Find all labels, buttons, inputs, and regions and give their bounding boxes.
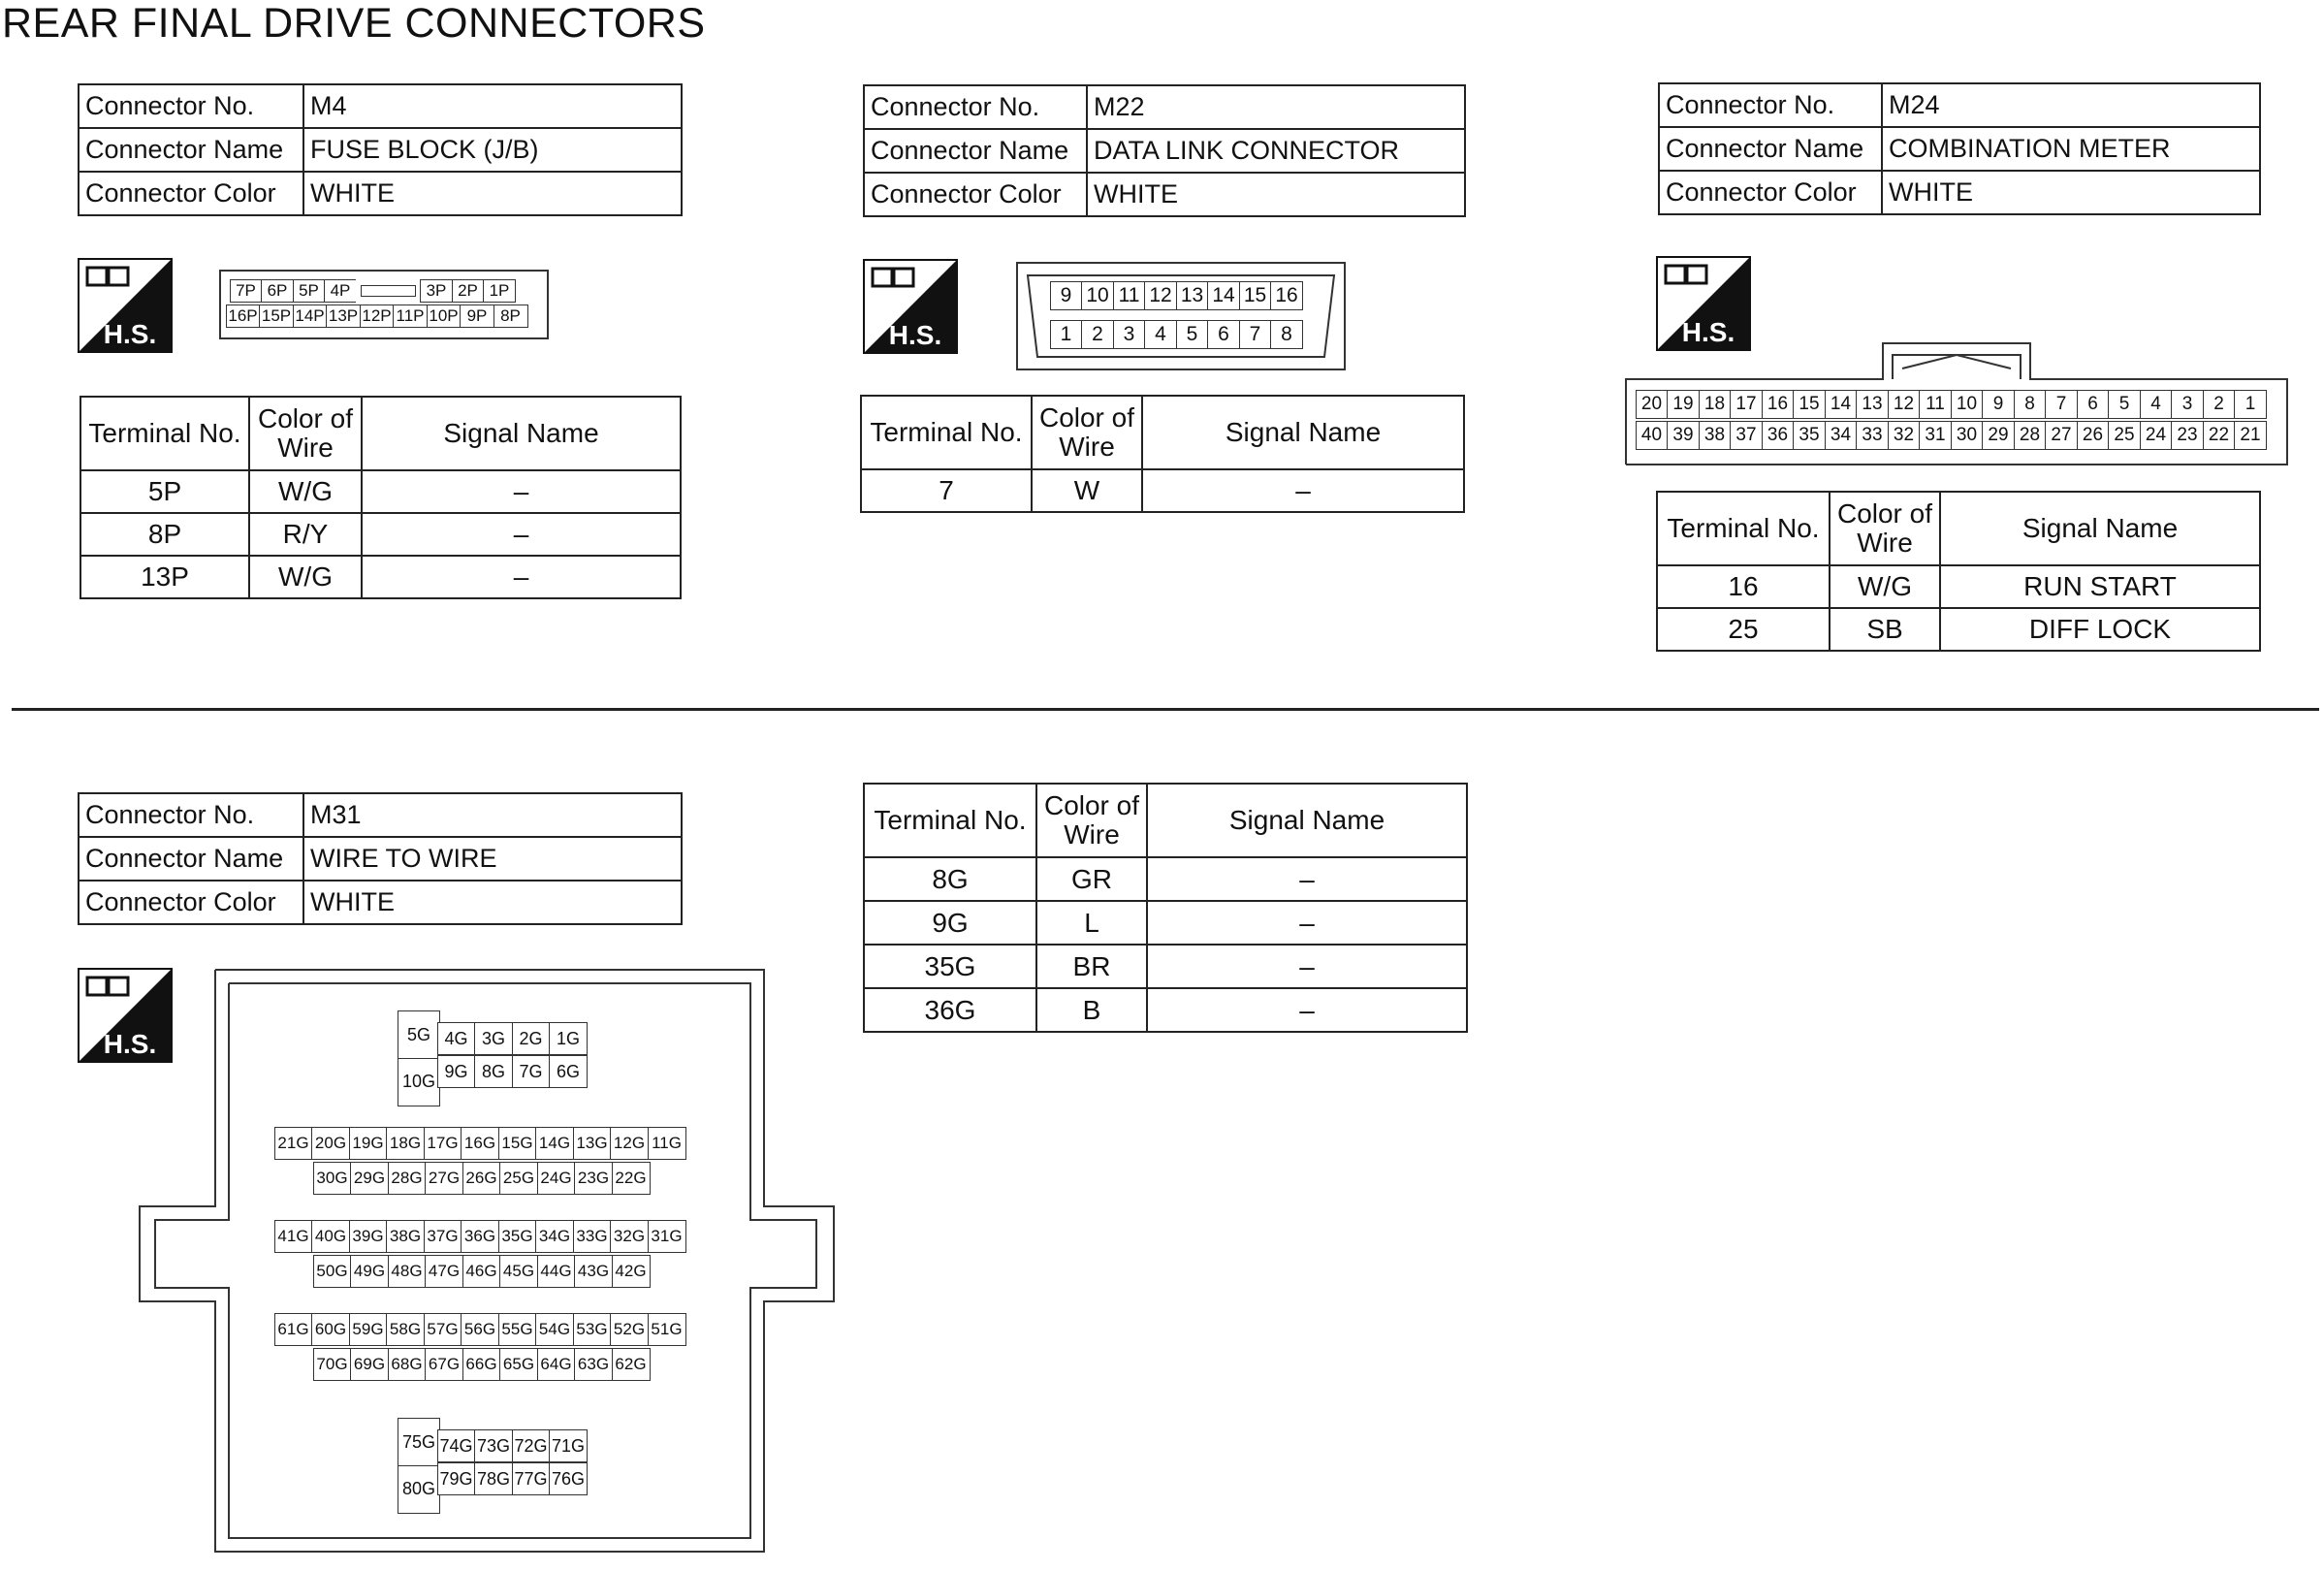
pin-cell: 4	[2140, 390, 2173, 419]
table-row	[861, 469, 1464, 512]
m4-connector-face	[219, 270, 549, 339]
pin-cell: 52G	[610, 1313, 649, 1346]
pin-cell: 55G	[498, 1313, 537, 1346]
m31-connector-face	[138, 968, 836, 1554]
pin-cell: 18	[1699, 390, 1732, 419]
pin-cell: 17G	[424, 1127, 462, 1160]
pin-cell: 7P	[230, 279, 263, 303]
pin-cell: 10P	[427, 305, 462, 328]
table-row	[80, 513, 681, 556]
color-of-wire-header: Color of Wire	[249, 397, 362, 470]
pin-cell: 19G	[349, 1127, 388, 1160]
wire-color-cell: W/G	[249, 556, 362, 598]
m31-pin-row-70-62	[314, 1348, 651, 1381]
pin-cell: 16	[1270, 281, 1303, 310]
pin-cell: 3	[1113, 320, 1146, 349]
pin-cell: 75G	[398, 1418, 440, 1466]
pin-cell: 6	[1207, 320, 1240, 349]
pin-cell: 42G	[612, 1255, 651, 1288]
pin-cell: 25G	[499, 1162, 538, 1195]
m31-pin-row-30-22	[314, 1162, 651, 1195]
pin-cell: 41G	[274, 1220, 313, 1253]
pin-cell: 15	[1239, 281, 1272, 310]
pin-cell: 5	[1176, 320, 1209, 349]
pin-cell: 21	[2234, 421, 2267, 450]
pin-cell: 30G	[313, 1162, 352, 1195]
pin-cell: 26	[2077, 421, 2110, 450]
pin-cell: 36	[1762, 421, 1795, 450]
label: Connector Name	[1659, 127, 1882, 171]
hs-connector-icon	[863, 259, 958, 354]
m22-connector-no: M22	[1087, 85, 1465, 129]
label: Connector No.	[79, 793, 303, 837]
pin-cell: 12G	[610, 1127, 649, 1160]
label: Connector Color	[79, 881, 303, 924]
terminal-cell: 5P	[80, 470, 249, 513]
pin-cell: 67G	[425, 1348, 463, 1381]
pin-cell: 6G	[549, 1055, 588, 1088]
table-row	[1657, 565, 2260, 608]
wire-color-cell: GR	[1036, 857, 1147, 901]
pin-cell: 13G	[573, 1127, 612, 1160]
m4-info-table	[78, 83, 683, 216]
hs-label: H.S.	[103, 319, 157, 349]
pin-cell: 3P	[420, 279, 453, 303]
pin-cell: 7	[2045, 390, 2078, 419]
pin-cell: 24G	[537, 1162, 576, 1195]
terminal-cell: 8P	[80, 513, 249, 556]
pin-cell: 5	[2108, 390, 2141, 419]
pin-cell: 1	[2234, 390, 2267, 419]
label: Connector Name	[79, 128, 303, 172]
table-row	[1657, 608, 2260, 651]
m4-terminal-table	[80, 396, 682, 599]
pin-cell: 46G	[462, 1255, 501, 1288]
pin-cell: 20G	[311, 1127, 350, 1160]
pin-cell: 3	[2171, 390, 2204, 419]
pin-cell: 16	[1762, 390, 1795, 419]
pin-cell: 18G	[386, 1127, 425, 1160]
pin-cell: 19	[1667, 390, 1700, 419]
pin-cell: 62G	[612, 1348, 651, 1381]
pin-cell: 6P	[261, 279, 294, 303]
terminal-no-header: Terminal No.	[80, 397, 249, 470]
pin-cell: 9	[1050, 281, 1083, 310]
pin-cell: 80G	[398, 1465, 440, 1514]
pin-cell: 9G	[437, 1055, 476, 1088]
pin-cell: 32	[1888, 421, 1921, 450]
m24-info-table	[1658, 82, 2261, 215]
pin-cell: 15G	[498, 1127, 537, 1160]
pin-cell: 77G	[512, 1462, 551, 1495]
m24-pin-row-top	[1637, 390, 2267, 419]
wire-color-cell: W	[1032, 469, 1142, 512]
table-row	[80, 470, 681, 513]
pin-cell: 60G	[311, 1313, 350, 1346]
pin-cell: 54G	[535, 1313, 574, 1346]
pin-cell: 51G	[648, 1313, 686, 1346]
hs-label: H.S.	[103, 1029, 157, 1059]
label: Connector No.	[79, 84, 303, 128]
table-row	[80, 556, 681, 598]
m31-pin-row-21-11	[275, 1127, 686, 1160]
pin-cell: 59G	[349, 1313, 388, 1346]
pin-cell: 34	[1825, 421, 1858, 450]
pin-cell: 12	[1888, 390, 1921, 419]
pin-cell: 49G	[350, 1255, 389, 1288]
pin-cell: 27G	[425, 1162, 463, 1195]
pin-cell: 72G	[512, 1429, 551, 1462]
pin-cell: 15	[1793, 390, 1826, 419]
signal-name-header: Signal Name	[1142, 396, 1464, 469]
pin-cell: 29	[1982, 421, 2015, 450]
m4-connector-color: WHITE	[303, 172, 682, 215]
pin-cell: 7	[1239, 320, 1272, 349]
signal-name-cell: –	[1147, 857, 1467, 901]
pin-cell: 10	[1081, 281, 1114, 310]
pin-cell: 45G	[499, 1255, 538, 1288]
m31-terminal-table	[863, 783, 1468, 1033]
m31-connector-color: WHITE	[303, 881, 682, 924]
pin-cell: 12P	[360, 305, 395, 328]
m31-pin-row-50-42	[314, 1255, 651, 1288]
color-of-wire-header: Color of Wire	[1032, 396, 1142, 469]
pin-cell: 11	[1919, 390, 1952, 419]
m24-pin-row-bottom	[1637, 421, 2267, 450]
terminal-cell: 25	[1657, 608, 1830, 651]
signal-name-cell: RUN START	[1940, 565, 2260, 608]
terminal-no-header: Terminal No.	[1657, 492, 1830, 565]
color-of-wire-header: Color of Wire	[1036, 784, 1147, 857]
m31-info-table	[78, 792, 683, 925]
color-of-wire-header: Color of Wire	[1830, 492, 1940, 565]
label: Connector No.	[864, 85, 1087, 129]
section-divider	[12, 708, 2319, 711]
pin-cell: 69G	[350, 1348, 389, 1381]
signal-name-cell: –	[1142, 469, 1464, 512]
hs-connector-icon	[78, 258, 173, 353]
pin-cell: 2G	[512, 1022, 551, 1055]
pin-cell: 16P	[226, 305, 261, 328]
hs-label: H.S.	[1681, 317, 1735, 347]
pin-cell: 16G	[461, 1127, 499, 1160]
wire-color-cell: L	[1036, 901, 1147, 945]
pin-cell: 2P	[452, 279, 485, 303]
signal-name-cell: –	[1147, 945, 1467, 988]
pin-cell: 31G	[648, 1220, 686, 1253]
m22-connector-color: WHITE	[1087, 173, 1465, 216]
m4-pin-row-bottom	[227, 305, 528, 328]
pin-cell: 38	[1699, 421, 1732, 450]
terminal-no-header: Terminal No.	[861, 396, 1032, 469]
pin-cell: 63G	[574, 1348, 613, 1381]
pin-cell: 23G	[574, 1162, 613, 1195]
pin-cell: 70G	[313, 1348, 352, 1381]
pin-cell: 53G	[573, 1313, 612, 1346]
label: Connector Color	[79, 172, 303, 215]
pin-cell: 64G	[537, 1348, 576, 1381]
pin-cell: 61G	[274, 1313, 313, 1346]
hs-label: H.S.	[888, 320, 942, 350]
pin-cell: 1G	[549, 1022, 588, 1055]
pin-cell: 8P	[493, 305, 528, 328]
label: Connector Name	[79, 837, 303, 881]
pin-cell: 40G	[311, 1220, 350, 1253]
pin-cell: 8G	[474, 1055, 513, 1088]
wire-color-cell: W/G	[1830, 565, 1940, 608]
pin-cell: 8	[2014, 390, 2047, 419]
m22-info-table	[863, 84, 1466, 217]
m24-connector-no: M24	[1882, 83, 2260, 127]
m31-connector-no: M31	[303, 793, 682, 837]
terminal-cell: 8G	[864, 857, 1036, 901]
table-row	[864, 988, 1467, 1032]
pin-cell: 21G	[274, 1127, 313, 1160]
pin-cell: 1	[1050, 320, 1083, 349]
pin-cell: 28G	[388, 1162, 427, 1195]
terminal-cell: 13P	[80, 556, 249, 598]
wire-color-cell: W/G	[249, 470, 362, 513]
m4-connector-name: FUSE BLOCK (J/B)	[303, 128, 682, 172]
terminal-cell: 35G	[864, 945, 1036, 988]
pin-cell: 35G	[498, 1220, 537, 1253]
pin-cell: 71G	[549, 1429, 588, 1462]
pin-cell: 37G	[424, 1220, 462, 1253]
pin-cell: 44G	[537, 1255, 576, 1288]
pin-cell: 14P	[293, 305, 328, 328]
pin-cell: 3G	[474, 1022, 513, 1055]
m24-terminal-table	[1656, 491, 2261, 652]
pin-cell: 4	[1144, 320, 1177, 349]
terminal-cell: 36G	[864, 988, 1036, 1032]
signal-name-header: Signal Name	[1940, 492, 2260, 565]
signal-name-cell: –	[362, 470, 681, 513]
pin-cell: 47G	[425, 1255, 463, 1288]
m22-pin-row-bottom	[1051, 320, 1303, 349]
m31-connector-name: WIRE TO WIRE	[303, 837, 682, 881]
m31-pin-row-41-31	[275, 1220, 686, 1253]
pin-cell: 12	[1144, 281, 1177, 310]
pin-cell: 43G	[574, 1255, 613, 1288]
m31-pin-row-61-51	[275, 1313, 686, 1346]
pin-cell: 20	[1636, 390, 1669, 419]
label: Connector No.	[1659, 83, 1882, 127]
terminal-no-header: Terminal No.	[864, 784, 1036, 857]
m22-pin-row-top	[1051, 281, 1303, 310]
pin-cell: 9	[1982, 390, 2015, 419]
pin-cell: 22	[2203, 421, 2236, 450]
terminal-cell: 7	[861, 469, 1032, 512]
pin-cell: 13P	[326, 305, 361, 328]
pin-cell: 25	[2108, 421, 2141, 450]
pin-cell: 6	[2077, 390, 2110, 419]
table-row	[864, 901, 1467, 945]
m22-connector-name: DATA LINK CONNECTOR	[1087, 129, 1465, 173]
pin-cell: 10	[1951, 390, 1984, 419]
pin-cell: 48G	[388, 1255, 427, 1288]
pin-cell: 31	[1919, 421, 1952, 450]
pin-cell: 2	[1081, 320, 1114, 349]
pin-cell: 29G	[350, 1162, 389, 1195]
m24-connector-name: COMBINATION METER	[1882, 127, 2260, 171]
pin-cell: 8	[1270, 320, 1303, 349]
pin-cell: 76G	[549, 1462, 588, 1495]
pin-cell: 5P	[293, 279, 326, 303]
pin-cell: 50G	[313, 1255, 352, 1288]
pin-cell: 32G	[610, 1220, 649, 1253]
label: Connector Color	[864, 173, 1087, 216]
pin-cell: 4G	[437, 1022, 476, 1055]
pin-cell: 66G	[462, 1348, 501, 1381]
pin-cell: 39G	[349, 1220, 388, 1253]
pin-cell: 40	[1636, 421, 1669, 450]
signal-name-header: Signal Name	[1147, 784, 1467, 857]
pin-cell: 38G	[386, 1220, 425, 1253]
terminal-cell: 16	[1657, 565, 1830, 608]
m4-pin-row-top	[231, 279, 516, 303]
signal-name-cell: –	[362, 556, 681, 598]
m22-connector-face	[1016, 262, 1346, 370]
pin-cell: 15P	[259, 305, 294, 328]
pin-cell: 58G	[386, 1313, 425, 1346]
pin-cell: 28	[2014, 421, 2047, 450]
label: Connector Color	[1659, 171, 1882, 214]
pin-cell: 14	[1825, 390, 1858, 419]
pin-cell: 78G	[474, 1462, 513, 1495]
pin-cell: 73G	[474, 1429, 513, 1462]
pin-cell: 13	[1176, 281, 1209, 310]
pin-cell: 57G	[424, 1313, 462, 1346]
pin-cell: 34G	[535, 1220, 574, 1253]
wire-color-cell: B	[1036, 988, 1147, 1032]
pin-cell: 37	[1730, 421, 1763, 450]
signal-name-cell: DIFF LOCK	[1940, 608, 2260, 651]
pin-cell: 9P	[460, 305, 494, 328]
pin-cell: 14	[1207, 281, 1240, 310]
pin-cell: 11	[1113, 281, 1146, 310]
m24-connector-face	[1625, 341, 2288, 465]
pin-cell: 22G	[612, 1162, 651, 1195]
terminal-cell: 9G	[864, 901, 1036, 945]
pin-cell: 23	[2171, 421, 2204, 450]
pin-slot-blank	[356, 279, 422, 303]
pin-cell: 79G	[437, 1462, 476, 1495]
signal-name-header: Signal Name	[362, 397, 681, 470]
pin-cell: 33	[1856, 421, 1889, 450]
pin-cell: 13	[1856, 390, 1889, 419]
signal-name-cell: –	[1147, 901, 1467, 945]
pin-cell: 39	[1667, 421, 1700, 450]
pin-cell: 4P	[324, 279, 357, 303]
pin-cell: 10G	[398, 1058, 440, 1106]
pin-cell: 17	[1730, 390, 1763, 419]
pin-cell: 35	[1793, 421, 1826, 450]
table-row	[864, 857, 1467, 901]
pin-cell: 33G	[573, 1220, 612, 1253]
wire-color-cell: BR	[1036, 945, 1147, 988]
pin-cell: 7G	[512, 1055, 551, 1088]
pin-cell: 65G	[499, 1348, 538, 1381]
pin-cell: 56G	[461, 1313, 499, 1346]
m22-terminal-table	[860, 395, 1465, 513]
pin-cell: 30	[1951, 421, 1984, 450]
pin-cell: 14G	[535, 1127, 574, 1160]
label: Connector Name	[864, 129, 1087, 173]
pin-cell: 5G	[398, 1010, 440, 1059]
signal-name-cell: –	[362, 513, 681, 556]
pin-cell: 24	[2140, 421, 2173, 450]
signal-name-cell: –	[1147, 988, 1467, 1032]
pin-cell: 11P	[393, 305, 428, 328]
wire-color-cell: R/Y	[249, 513, 362, 556]
pin-cell: 27	[2045, 421, 2078, 450]
page-title: REAR FINAL DRIVE CONNECTORS	[2, 0, 706, 47]
hs-connector-icon	[1656, 256, 1751, 351]
pin-cell: 74G	[437, 1429, 476, 1462]
pin-cell: 68G	[388, 1348, 427, 1381]
m24-connector-color: WHITE	[1882, 171, 2260, 214]
m4-connector-no: M4	[303, 84, 682, 128]
pin-cell: 2	[2203, 390, 2236, 419]
pin-cell: 26G	[462, 1162, 501, 1195]
pin-cell: 36G	[461, 1220, 499, 1253]
table-row	[864, 945, 1467, 988]
pin-cell: 1P	[483, 279, 516, 303]
pin-cell: 11G	[648, 1127, 686, 1160]
wire-color-cell: SB	[1830, 608, 1940, 651]
